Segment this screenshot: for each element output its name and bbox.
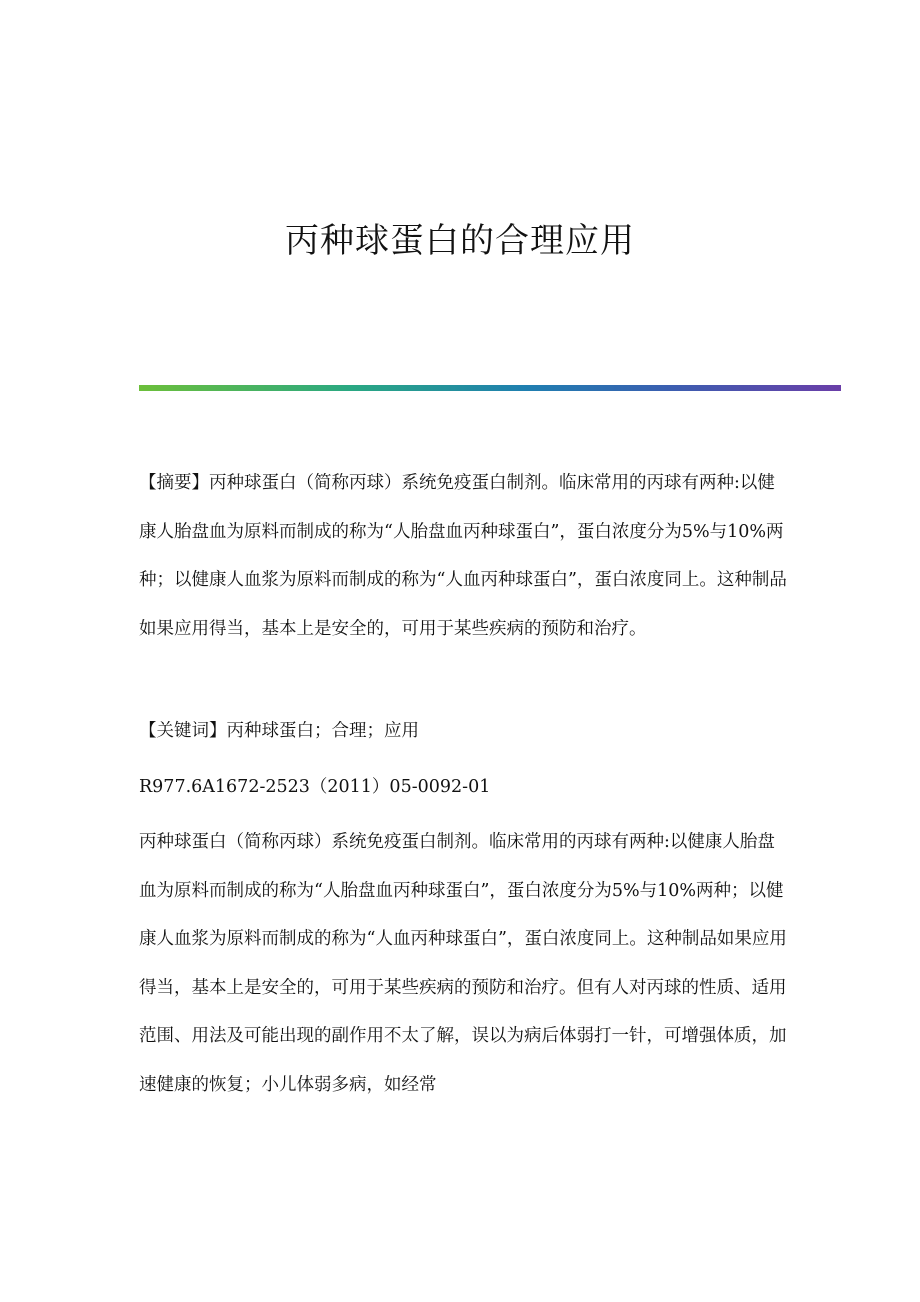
abstract-paragraph [139,459,789,653]
keywords-label: 【关键词】 [139,721,227,741]
classification-code: R977.6A1672-2523（2011）05-0092-01 [139,777,491,797]
title-divider [139,385,841,391]
keywords-paragraph [139,707,789,756]
abstract-text: 丙种球蛋白（简称丙球）系统免疫蛋白制剂。临床常用的丙球有两种:以健康人胎盘血为原料而制成的称为“人胎盘血丙种球蛋白”，蛋白浓度分为5%与10%两种；以健康人血浆为原料而制成的称为“人血丙种球蛋白”，蛋白浓度同上。这种制品如果应用得当，基本上是安全的，可用于某些疾病的预防和治疗。 [139,473,787,639]
page-title: 丙种球蛋白的合理应用 [285,221,635,261]
abstract-label: 【摘要】 [139,473,209,493]
body-paragraph: 丙种球蛋白（简称丙球）系统免疫蛋白制剂。临床常用的丙球有两种:以健康人胎盘血为原料而制成的称为“人胎盘血丙种球蛋白”，蛋白浓度分为5%与10%两种；以健康人血浆为原料而制成的称为“人血丙种球蛋白”，蛋白浓度同上。这种制品如果应用得当，基本上是安全的，可用于某些疾病的预防和治疗。但有人对丙球的性质、适用范围、用法及可能出现的副作用不太了解，误以为病后体弱打一针，可增强体质，加速健康的恢复；小儿体弱多病，如经常 [139,832,787,1095]
keywords-text: 丙种球蛋白；合理；应用 [226,721,419,741]
